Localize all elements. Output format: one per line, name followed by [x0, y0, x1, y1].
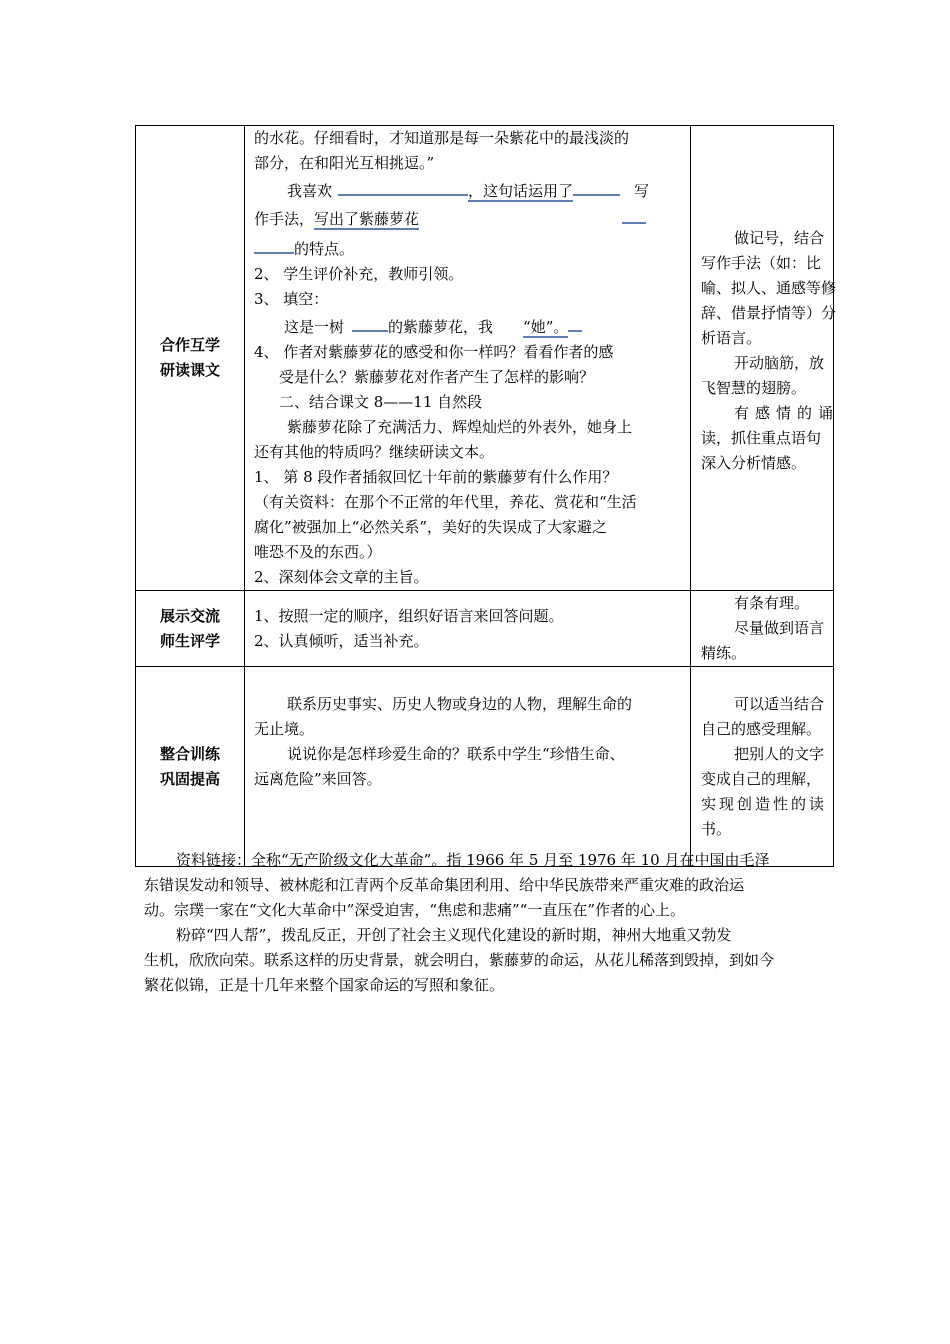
note-line: 做记号，结合	[734, 229, 825, 247]
stage-label-line: 展示交流	[159, 606, 220, 625]
notes-cell	[691, 126, 840, 591]
content-line: 唯恐不及的东西。）	[254, 543, 382, 561]
paragraph-line: 生机，欣欣向荣。联系这样的历史背景，就会明白，紫藤萝的命运，从花儿稀落到毁掉，到如今	[144, 951, 775, 969]
content-line: 联系历史事实、历史人物或身边的人物，理解生命的	[287, 695, 633, 713]
content-line: 2、认真倾听，适当补充。	[254, 631, 429, 650]
blank-underline	[568, 312, 582, 332]
content-line: 1、按照一定的顺序，组织好语言来回答问题。	[254, 606, 564, 625]
activity-cell	[245, 591, 691, 667]
note-line: 深入分析情感。	[701, 454, 807, 472]
blank-underline	[352, 312, 388, 332]
note-line: 可以适当结合	[734, 695, 825, 713]
paragraph-line: 繁花似锦，正是十几年来整个国家命运的写照和象征。	[144, 976, 505, 994]
content-line: 3、 填空：	[254, 290, 329, 308]
content-text: ，这句话运用了	[468, 182, 574, 200]
table-row	[136, 591, 834, 667]
note-line: 析语言。	[701, 329, 762, 347]
content-text: 作手法，	[254, 210, 315, 228]
note-line: 精练。	[701, 644, 747, 662]
content-line: 二、结合课文 8——11 自然段	[279, 393, 483, 411]
stage-label-cell	[136, 591, 245, 667]
content-line: 的水花。仔细看时，才知道那是每一朵紫花中的最浅淡的	[254, 129, 630, 147]
content-line: 还有其他的特质吗？继续研读文本。	[254, 443, 495, 461]
content-line: 紫藤萝花除了充满活力、辉煌灿烂的外表外，她身上	[287, 418, 633, 436]
blank-underline	[338, 176, 468, 196]
stage-label-line: 巩固提高	[159, 769, 220, 788]
content-line: 4、 作者对紫藤萝花的感受和你一样吗？看看作者的感	[254, 343, 614, 361]
content-line: 受是什么？紫藤萝花对作者产生了怎样的影响？	[279, 368, 595, 386]
lesson-plan-table	[135, 125, 840, 867]
content-line: 部分，在和阳光互相挑逗。”	[254, 154, 435, 172]
content-line: 2、 学生评价补充，教师引领。	[254, 265, 464, 283]
paragraph-line: 资料链接：全称“无产阶级文化大革命”。指 1966 年 5 月至 1976 年 10 月在中国由毛泽	[176, 851, 770, 869]
note-line: 喻、拟人、通感等修	[701, 279, 837, 297]
note-line: 读，抓住重点语句	[701, 429, 822, 447]
note-line: 变成自己的理解，	[701, 770, 822, 788]
content-text: 写	[634, 182, 650, 200]
note-line: 把别人的文字	[734, 745, 825, 763]
content-line: 远离危险”来回答。	[254, 770, 382, 788]
content-text: 写出了紫藤萝花	[314, 210, 420, 228]
note-line: 开动脑筋，放	[734, 354, 825, 372]
fill-line	[254, 232, 684, 262]
content-text: 的紫藤萝花，我	[388, 318, 494, 336]
stage-label-line: 研读课文	[159, 361, 220, 379]
table-row	[136, 126, 834, 591]
content-line: 腐化”被强加上“必然关系”，美好的失误成了大家避之	[254, 518, 608, 536]
activity-cell	[245, 667, 691, 867]
note-line: 有条有理。	[734, 594, 810, 612]
fill-line	[254, 312, 684, 340]
paragraph-line: 东错误发动和领导、被林彪和江青两个反革命集团利用、给中华民族带来严重灾难的政治运	[144, 876, 745, 894]
blank-underline	[573, 176, 620, 196]
content-line: （有关资料：在那个不正常的年代里，养花、赏花和“生活	[254, 493, 637, 511]
stage-label-cell	[136, 667, 245, 867]
blank-underline	[254, 232, 294, 254]
note-line: 辞、借景抒情等）分	[701, 304, 837, 322]
content-line: 2、深刻体会文章的主旨。	[254, 568, 429, 586]
fill-line	[254, 176, 684, 204]
content-text: 的特点。	[294, 240, 355, 258]
activity-cell	[245, 126, 691, 591]
paragraph-line: 动。宗璞一家在“文化大革命中”深受迫害，“焦虑和悲痛”“一直压在”作者的心上。	[144, 901, 686, 919]
fill-line	[254, 204, 684, 232]
stage-label-line: 合作互学	[159, 336, 220, 354]
blank-underline	[622, 204, 646, 224]
stage-label-line: 整合训练	[159, 744, 220, 763]
content-line: 无止境。	[254, 720, 315, 738]
note-line: 尽量做到语言	[734, 619, 825, 637]
note-line: 飞智慧的翅膀。	[701, 379, 807, 397]
content-text: 这是一树	[284, 318, 345, 336]
note-line: 写作手法（如：比	[701, 254, 822, 272]
stage-label-cell	[136, 126, 245, 591]
note-line: 实现创造性的读	[701, 795, 828, 813]
content-line: 说说你是怎样珍爱生命的？联系中学生“珍惜生命、	[287, 745, 625, 763]
content-line: 1、 第 8 段作者插叙回忆十年前的紫藤萝有什么作用？	[254, 468, 618, 486]
stage-label-line: 师生评学	[159, 631, 220, 650]
notes-cell	[691, 667, 834, 867]
notes-cell	[691, 591, 834, 667]
content-text: 我喜欢	[287, 182, 333, 200]
table-row	[136, 667, 834, 867]
reference-note	[144, 848, 834, 998]
note-line: 有感情的诵	[734, 404, 840, 422]
content-text: “她”。	[523, 318, 569, 336]
paragraph-line: 粉碎“四人帮”，拨乱反正，开创了社会主义现代化建设的新时期，神州大地重又勃发	[176, 926, 732, 944]
note-line: 书。	[701, 820, 732, 838]
note-line: 自己的感受理解。	[701, 720, 822, 738]
